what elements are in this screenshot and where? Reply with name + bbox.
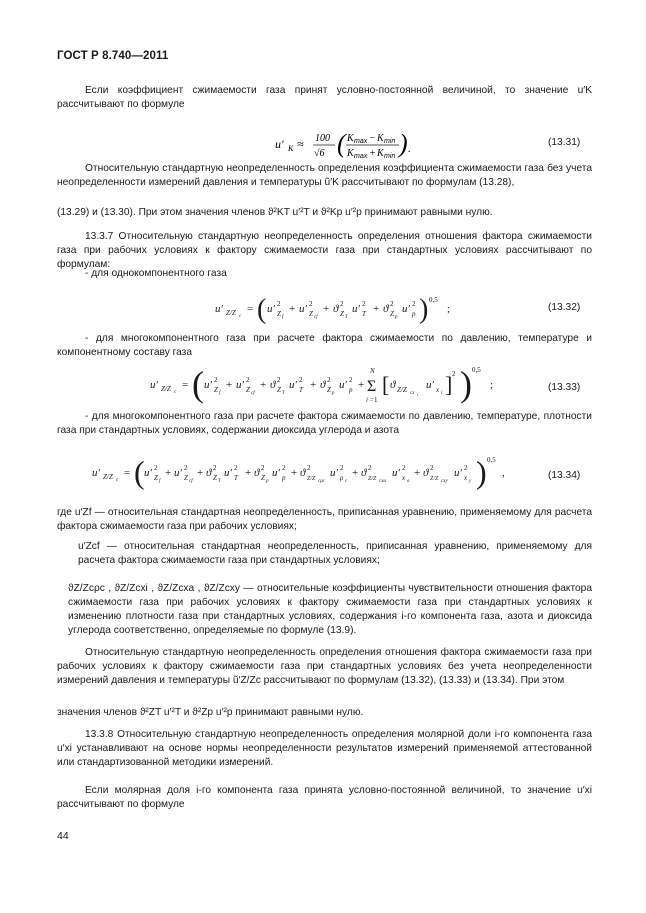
svg-text:Z: Z — [261, 474, 265, 482]
svg-text:Z: Z — [390, 310, 394, 318]
svg-text:−: − — [369, 133, 376, 144]
paragraph: Если молярная доля i-го компонента газа принята условно-постоянной величиной, то значение u′xi рассчитывают по формуле — [57, 785, 592, 810]
svg-text:x: x — [464, 474, 468, 482]
svg-text:100: 100 — [315, 133, 330, 144]
svg-text:u′: u′ — [272, 467, 280, 479]
equation-number: (13.33) — [548, 382, 581, 393]
svg-text:K: K — [377, 133, 384, 144]
list-item: - для однокомпонентного газа — [85, 268, 227, 279]
svg-text:cx: cx — [410, 391, 415, 396]
svg-text:Z/Z: Z/Z — [397, 386, 407, 394]
svg-text:c: c — [239, 314, 242, 319]
svg-text:+: + — [245, 467, 252, 479]
svg-text:i: i — [417, 392, 419, 397]
svg-text:.: . — [408, 141, 411, 155]
svg-text:[: [ — [382, 372, 390, 397]
svg-text:Z/Z: Z/Z — [226, 309, 236, 317]
svg-text:2: 2 — [368, 464, 372, 472]
svg-text:2: 2 — [282, 464, 286, 472]
svg-text:+: + — [323, 303, 330, 315]
svg-text:T: T — [218, 479, 221, 484]
paragraph: 13.3.7 Относительную стандартную неопределенность определения отношения фактора сжимаемости газа при рабочих условиях к фактору сжимаемости газа при стандартных условиях рассчитывают по формулам: — [57, 231, 592, 270]
svg-text:Z/Z: Z/Z — [307, 476, 316, 482]
svg-text:Z: Z — [277, 310, 281, 318]
svg-text:+: + — [369, 148, 376, 159]
svg-text:Z: Z — [214, 386, 218, 394]
svg-text:T: T — [282, 391, 285, 396]
svg-text:p: p — [266, 479, 269, 484]
svg-text:u′: u′ — [236, 379, 244, 391]
svg-text:=: = — [247, 303, 254, 315]
svg-text:0,5: 0,5 — [472, 366, 481, 374]
svg-text:2: 2 — [214, 376, 218, 384]
svg-text:(: ( — [257, 294, 267, 325]
svg-text:2: 2 — [340, 300, 344, 308]
svg-text:u′: u′ — [275, 137, 284, 151]
svg-text:u′: u′ — [330, 467, 338, 479]
paragraph: значения членов ϑ²ZT u′²T и ϑ²Zp u′²p принимают равными нулю. — [57, 707, 364, 718]
svg-text:]: ] — [445, 372, 453, 397]
list-item: - для многокомпонентного газа при расчете фактора сжимаемости по давлению, температуре, плотности газа при стандартных условиях, содержании диоксида углерода и азота — [57, 411, 592, 436]
svg-text:K: K — [347, 133, 354, 144]
svg-text:f: f — [219, 391, 221, 396]
standard-header: ГОСТ Р 8.740—2011 — [57, 50, 169, 62]
svg-text:+: + — [352, 467, 359, 479]
definition-item: ϑZ/Zcρc , ϑZ/Zcxi , ϑZ/Zcxa , ϑZ/Zcxy — относительные коэффициенты чувствительности отношения фактора сжимаемости газа при рабочих условиях к фактору сжимаемости газа при стандартных условиях к изменению плотности газа при стандартных условиях, содержания i-го компонента газа, азота и диоксида углерода соответственно, определяемые по формуле (13.9). — [68, 583, 592, 636]
equation-13-32-svg — [215, 290, 515, 328]
svg-text:2: 2 — [430, 464, 434, 472]
svg-text:Z: Z — [327, 386, 331, 394]
svg-text:u′: u′ — [204, 379, 212, 391]
svg-text:u′: u′ — [339, 379, 347, 391]
svg-text:Z: Z — [309, 310, 313, 318]
equation-13-32 — [215, 290, 515, 328]
svg-text:2: 2 — [309, 300, 313, 308]
svg-text:): ) — [476, 454, 487, 490]
svg-text:ϑ: ϑ — [383, 303, 389, 315]
svg-text:√6: √6 — [314, 148, 325, 159]
svg-text:2: 2 — [246, 376, 250, 384]
svg-text:u′: u′ — [224, 467, 232, 479]
svg-text:2: 2 — [349, 376, 353, 384]
svg-text:p: p — [332, 391, 335, 396]
svg-text:+: + — [414, 467, 421, 479]
svg-text:ρ: ρ — [340, 474, 344, 482]
svg-text:Z/Z: Z/Z — [161, 385, 171, 393]
svg-text:c: c — [116, 478, 119, 483]
svg-text:cxy: cxy — [441, 479, 448, 484]
svg-text:2: 2 — [277, 376, 281, 384]
svg-text:2: 2 — [277, 300, 281, 308]
svg-text:Z: Z — [213, 474, 217, 482]
paragraph: 13.3.8 Относительную стандартную неопределенность определения молярной доли i-го компонента газа u′xi устанавливают на основе нормы неопределенности результатов измерений применяемой аттестованной или стандартизованной методики измерений. — [57, 729, 592, 768]
svg-text:cf: cf — [314, 315, 318, 320]
svg-text:=: = — [182, 379, 189, 391]
svg-text:cf: cf — [251, 391, 255, 396]
svg-text:p: p — [282, 474, 286, 482]
svg-text:Z: Z — [184, 474, 188, 482]
svg-text:N: N — [370, 367, 375, 375]
svg-text:Z/Z: Z/Z — [368, 476, 377, 482]
svg-text:u′: u′ — [150, 379, 158, 391]
svg-text:u′: u′ — [426, 379, 434, 391]
equation-number: (13.32) — [548, 302, 581, 313]
svg-text:): ) — [399, 129, 408, 158]
svg-text:max: max — [354, 138, 368, 145]
svg-text:u′: u′ — [402, 303, 410, 315]
svg-text:f: f — [159, 479, 161, 484]
svg-text:u′: u′ — [144, 467, 152, 479]
svg-text:2: 2 — [307, 464, 311, 472]
svg-text:ϑ: ϑ — [254, 467, 260, 479]
svg-text:2: 2 — [327, 376, 331, 384]
svg-text:T: T — [234, 474, 238, 482]
svg-text:+: + — [260, 379, 267, 391]
svg-text:T: T — [345, 315, 348, 320]
svg-text:ϑ: ϑ — [361, 467, 367, 479]
svg-text:T: T — [299, 386, 303, 394]
svg-text:p: p — [412, 310, 416, 318]
svg-text:+: + — [291, 467, 298, 479]
svg-text:+: + — [373, 303, 380, 315]
svg-text:2: 2 — [184, 464, 188, 472]
svg-text:max: max — [354, 153, 368, 160]
svg-text:2: 2 — [402, 464, 406, 472]
equation-13-33-svg — [150, 360, 530, 408]
svg-text:p: p — [349, 386, 353, 394]
svg-text:2: 2 — [213, 464, 217, 472]
svg-text:2: 2 — [299, 376, 303, 384]
svg-text:+: + — [289, 303, 296, 315]
svg-text:c: c — [345, 479, 348, 484]
svg-text:f: f — [282, 315, 284, 320]
svg-text:+: + — [226, 379, 233, 391]
equation-13-31-svg — [275, 128, 515, 162]
svg-text:ϑ: ϑ — [320, 379, 326, 391]
svg-text:+: + — [310, 379, 317, 391]
svg-text:Z: Z — [340, 310, 344, 318]
svg-text:2: 2 — [340, 464, 344, 472]
svg-text:Σ: Σ — [367, 378, 377, 395]
svg-text:0,5: 0,5 — [429, 296, 438, 304]
paragraph: Если коэффициент сжимаемости газа принят условно-постоянной величиной, то значение u′K рассчитывают по формуле — [57, 85, 592, 110]
svg-text:ϑ: ϑ — [270, 379, 276, 391]
svg-text:u′: u′ — [92, 467, 100, 479]
svg-text:ϑ: ϑ — [206, 467, 212, 479]
svg-text:T: T — [362, 310, 366, 318]
equation-number: (13.34) — [548, 470, 581, 481]
svg-text:K: K — [377, 148, 384, 159]
svg-text:): ) — [460, 364, 472, 404]
svg-text:min: min — [384, 138, 396, 145]
svg-text:2: 2 — [452, 370, 456, 378]
definition-item: где u′Zf — относительная стандартная неопределенность, приписанная уравнению, применяемому для расчета фактора сжимаемости газа при рабочих условиях; — [57, 507, 592, 532]
svg-text:Z/Z: Z/Z — [103, 473, 113, 481]
svg-text:c: c — [174, 390, 177, 395]
svg-text:u′: u′ — [289, 379, 297, 391]
svg-text:ϑ: ϑ — [333, 303, 339, 315]
svg-text:Z: Z — [277, 386, 281, 394]
equation-13-34-svg — [92, 450, 542, 494]
svg-text:u′: u′ — [454, 467, 462, 479]
svg-text:2: 2 — [154, 464, 158, 472]
svg-text:cxa: cxa — [379, 479, 386, 484]
svg-text:u′: u′ — [352, 303, 360, 315]
svg-text:x: x — [402, 474, 406, 482]
svg-text:u′: u′ — [392, 467, 400, 479]
equation-number: (13.31) — [548, 137, 581, 148]
svg-text:2: 2 — [261, 464, 265, 472]
svg-text:K: K — [288, 144, 294, 153]
definition-item: u′Zcf — относительная стандартная неопределенность, приписанная уравнению, применяемому для расчета фактора сжимаемости газа при стандартных условиях; — [78, 541, 592, 566]
svg-text:(: ( — [134, 454, 145, 490]
list-item: - для многокомпонентного газа при расчете фактора сжимаемости по давлению, температуре и компонентному составу газа — [57, 333, 592, 358]
svg-text:cρc: cρc — [318, 479, 325, 484]
svg-text:K: K — [347, 148, 354, 159]
svg-text:2: 2 — [234, 464, 238, 472]
paragraph: (13.29) и (13.30). При этом значения членов ϑ²KT u′²T и ϑ²Kp u′²p принимают равными нулю. — [57, 207, 493, 218]
svg-text:u′: u′ — [267, 303, 275, 315]
svg-text:2: 2 — [390, 300, 394, 308]
svg-text:min: min — [384, 153, 396, 160]
svg-text:+: + — [197, 467, 204, 479]
svg-text:u′: u′ — [215, 303, 223, 315]
equation-13-33 — [150, 360, 530, 408]
svg-text:u′: u′ — [174, 467, 182, 479]
paragraph: Относительную стандартную неопределенность определения коэффициента сжимаемости газа без учета неопределенности измерений давления и температуры ũ′K рассчитывают по формулам (13.28), — [57, 163, 592, 188]
paragraph: Относительную стандартную неопределенность определения отношения фактора сжимаемости газа при рабочих условиях к фактору сжимаемости газа при стандартных условиях без учета неопределенности измерений давления и температуры ũ′Z/Zc рассчитывают по формулам (13.32), (13.33) и (13.34). При этом — [57, 647, 592, 686]
svg-text:=: = — [124, 467, 131, 479]
svg-text:;: ; — [490, 379, 494, 391]
svg-text:y: y — [469, 479, 472, 484]
svg-text:i: i — [441, 391, 443, 396]
svg-text:Z/Z: Z/Z — [430, 476, 439, 482]
svg-text:;: ; — [447, 303, 451, 315]
svg-text:i: i — [366, 396, 368, 404]
svg-text:=1: =1 — [370, 396, 378, 404]
svg-text:ϑ: ϑ — [300, 467, 306, 479]
svg-text:≈: ≈ — [297, 137, 304, 151]
page-number: 44 — [57, 830, 69, 842]
svg-text:Z: Z — [246, 386, 250, 394]
svg-text:cf: cf — [189, 479, 193, 484]
svg-text:,: , — [502, 467, 505, 479]
svg-text:): ) — [419, 294, 429, 325]
svg-text:ϑ: ϑ — [390, 379, 396, 391]
equation-13-34 — [92, 450, 542, 494]
svg-text:+: + — [165, 467, 172, 479]
svg-text:u′: u′ — [299, 303, 307, 315]
svg-text:ϑ: ϑ — [423, 467, 429, 479]
svg-text:2: 2 — [362, 300, 366, 308]
equation-13-31 — [275, 128, 515, 162]
svg-text:+: + — [358, 379, 365, 391]
svg-text:p: p — [395, 315, 398, 320]
svg-text:Z: Z — [154, 474, 158, 482]
svg-text:(: ( — [192, 364, 204, 404]
svg-text:0,5: 0,5 — [487, 456, 496, 464]
svg-text:2: 2 — [412, 300, 416, 308]
svg-text:2: 2 — [464, 464, 468, 472]
svg-text:(: ( — [337, 129, 346, 158]
svg-text:x: x — [436, 386, 440, 394]
svg-text:a: a — [407, 479, 410, 484]
